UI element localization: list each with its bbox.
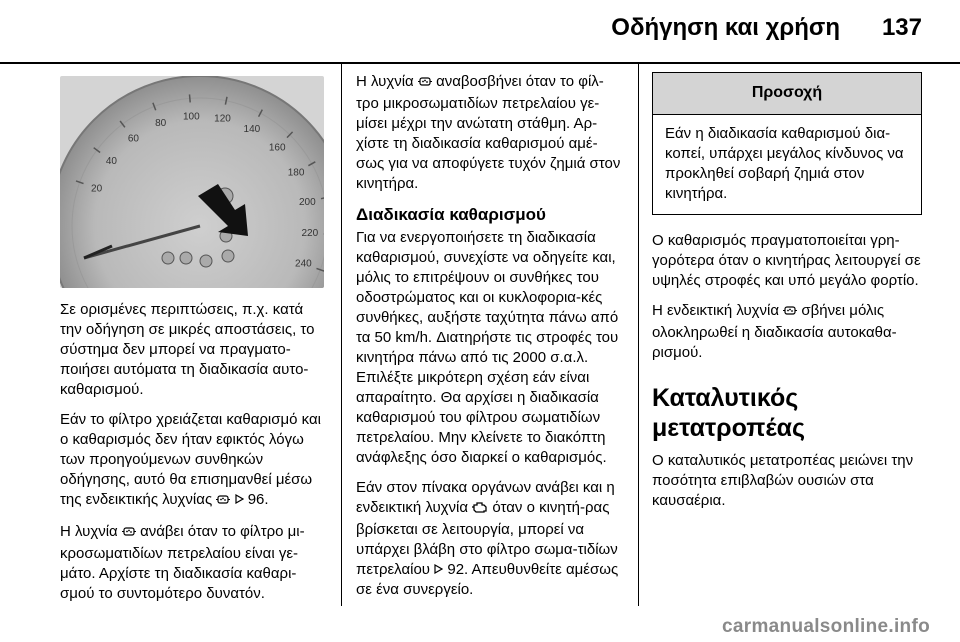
instrument-cluster-figure	[60, 76, 324, 288]
engine-check-icon	[472, 500, 488, 520]
scale-label: 140	[243, 124, 261, 135]
scale-label: 200	[298, 196, 316, 208]
paragraph: Εάν στον πίνακα οργάνων ανάβει και η ενδεικτική λυχνία όταν ο κινητή-ρας βρίσκεται σε λειτουργία, μπορεί να υπάρχει βλάβη στο φίλτρο σωμα-τιδίων πετρελαίου 92. Απευθυνθείτε αμέσως σε ένα συνεργείο.	[356, 479, 619, 598]
paragraph: Η λυχνία αναβοσβήνει όταν το φίλ-τρο μικροσωματιδίων πετρελαίου γε-μίσει μέχρι την ανώτατη στάθμη. Αρ-χίστε τη διαδικασία καθαρισμού αμέ-σως για να αποφύγετε τυχόν ζημιά στον κινητήρα.	[356, 73, 621, 192]
paragraph: Η λυχνία ανάβει όταν το φίλτρο μι-κροσωματιδίων πετρελαίου είναι γε-μάτο. Αρχίστε τη διαδικασία καθαρι-σμού το συντομότερο δυνατόν.	[60, 523, 305, 602]
subheading-cleaning-process: Διαδικασία καθαρισμού	[356, 205, 546, 224]
warning-box	[652, 72, 922, 215]
warning-title: Προσοχή	[653, 73, 921, 115]
paragraph: Εάν το φίλτρο χρειάζεται καθαρισμό και ο καθαρισμός δεν ήταν εφικτός λόγω των προηγούμενων συνθηκών οδήγησης, αυτό θα επισημανθεί μέσω της ενδεικτικής λυχνίας 96.	[60, 410, 326, 512]
scale-label: 60	[127, 133, 139, 145]
column-divider-2	[638, 64, 639, 606]
scale-label: 20	[91, 183, 103, 195]
page-reference-arrow-icon	[434, 560, 443, 580]
paragraph: Η ενδεικτική λυχνία σβήνει μόλις ολοκληρωθεί η διαδικασία αυτοκαθα-ρισμού.	[652, 302, 897, 361]
dpf-warning-icon	[418, 74, 432, 94]
scale-label: 40	[105, 155, 117, 167]
dpf-warning-icon	[783, 303, 797, 323]
paragraph: Ο καθαρισμός πραγματοποιείται γρη-γορότερα όταν ο κινητήρας λειτουργεί σε υψηλές στροφές και υπό μεγάλο φορτίο.	[652, 232, 921, 289]
scale-label: 220	[301, 228, 319, 239]
paragraph: Σε ορισμένες περιπτώσεις, π.χ. κατά την οδήγηση σε μικρές αποστάσεις, το σύστημα δεν μπορεί να πραγματο-ποιήσει αυτόματα τη διαδικασία αυτο-καθαρισμού.	[60, 301, 315, 398]
page-number: 137	[881, 14, 922, 41]
column-3	[652, 72, 922, 521]
dpf-warning-icon	[216, 492, 230, 512]
dpf-warning-icon	[122, 524, 136, 544]
scale-label: 160	[268, 142, 286, 154]
scale-label: 180	[287, 167, 305, 179]
paragraph: Για να ενεργοποιήσετε τη διαδικασία καθαρισμού, συνεχίστε να οδηγείτε και, μόλις το επιτρέψουν οι συνθήκες του οδοστρώματος και οι κυκλοφορια-κές συνθήκες, αυξήστε ταχύτητα πάνω από τα 50 km/h. Διατηρήστε τις στροφές του κινητήρα πάνω από τις 2000 σ.α.λ. Επιλέξτε μικρότερη σχέση εάν είναι απαραίτητο. Θα αρχίσει η διαδικασία καθαρισμού του φίλτρου σωματιδίων πετρελαίου. Μην κλείνετε το διακόπτη ανάφλεξης όσο διαρκεί ο καθαρισμός.	[356, 229, 619, 466]
scale-label: 80	[155, 118, 167, 130]
scale-label: 100	[182, 111, 200, 123]
column-1	[60, 300, 326, 614]
column-2	[356, 72, 624, 610]
paragraph: Ο καταλυτικός μετατροπέας μειώνει την ποσότητα επιβλαβών ουσιών στα καυσαέρια.	[652, 452, 914, 509]
speedometer-icon	[60, 76, 324, 288]
warning-text: Εάν η διαδικασία καθαρισμού δια-κοπεί, υπάρχει μεγάλος κίνδυνος να προκληθεί σοβαρή ζημιά στον κινητήρα.	[665, 125, 904, 202]
scale-label: 240	[295, 258, 312, 270]
section-heading-catalytic-converter: Καταλυτικός μετατροπέας	[652, 384, 805, 442]
scale-tick	[190, 94, 191, 102]
page-reference-arrow-icon	[235, 490, 244, 510]
page-title: Οδήγηση και χρήση	[611, 14, 840, 41]
header-rule	[0, 62, 960, 64]
watermark: carmanualsonline.info	[722, 616, 930, 637]
column-divider-1	[341, 64, 342, 606]
scale-label: 120	[214, 113, 231, 125]
